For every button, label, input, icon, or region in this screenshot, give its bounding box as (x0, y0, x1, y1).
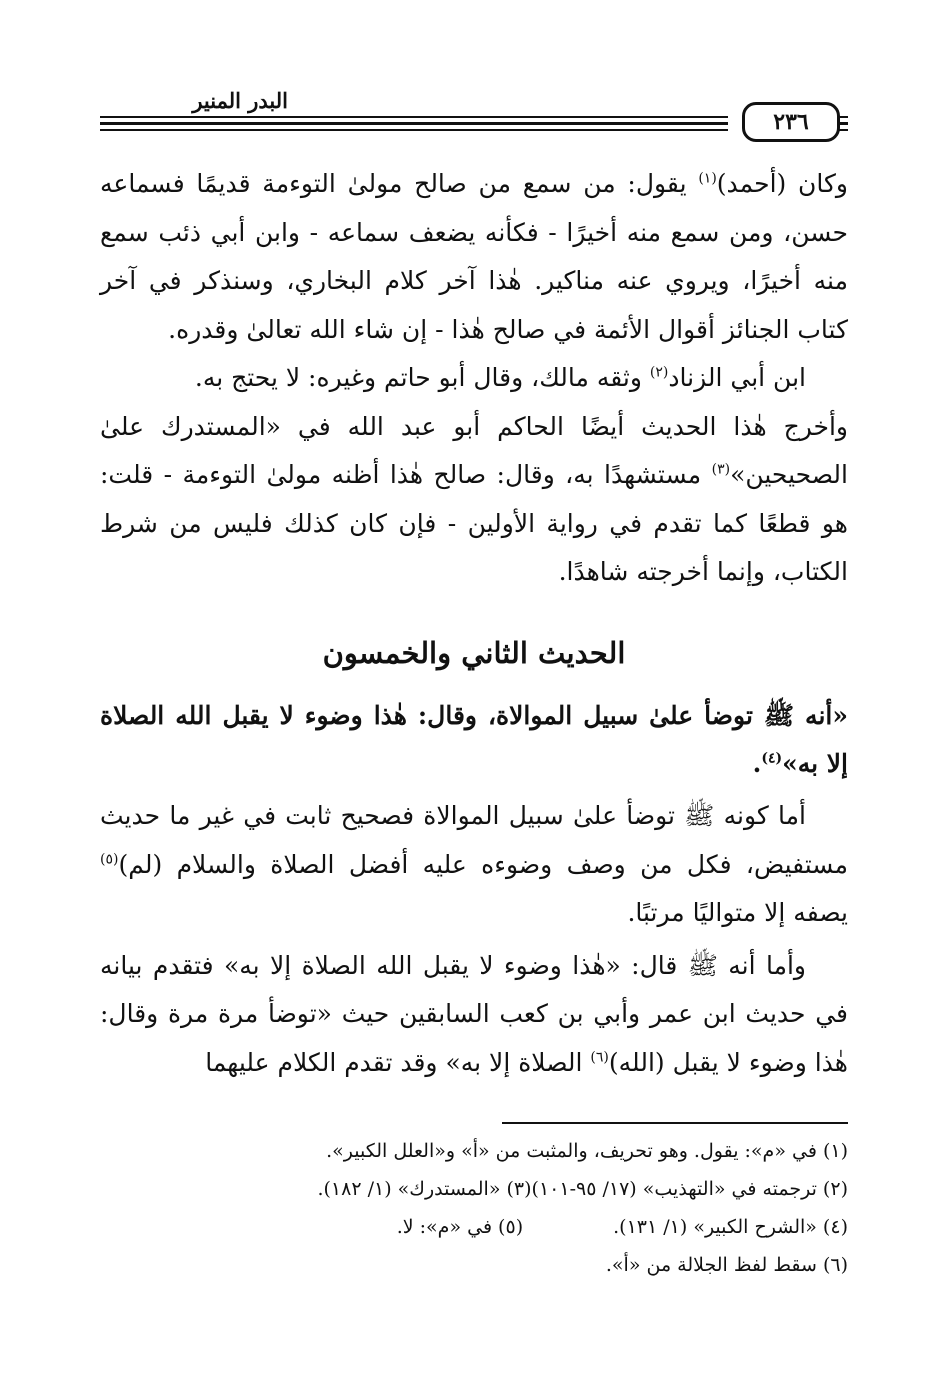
footnote: (١) في «م»: يقول. وهو تحريف، والمثبت من «أ» و«العلل الكبير». (326, 1140, 848, 1162)
hadith-text (100, 692, 848, 788)
text: وثقه مالك، وقال أبو حاتم وغيره: لا يحتج به. (194, 363, 650, 392)
page-number: ٢٣٦ (742, 102, 840, 142)
footnote: (٢) ترجمته في «التهذيب» (١٧/ ٩٥-١٠١)(٣) «المستدرك» (١/ ١٨٢). (317, 1178, 848, 1200)
footnote-ref: (٥) (100, 851, 119, 868)
paragraph (100, 942, 848, 1088)
footnote-separator (502, 1122, 848, 1124)
text: أما كونه ﷺ توضأ علىٰ سبيل الموالاة فصحيح ثابت في غير ما حديث مستفيض، فكل من وصف وضوءه عليه أفضل الصلاة والسلام (لم) (100, 801, 848, 879)
text: ابن أبي الزناد (668, 363, 806, 392)
text: وأخرج هٰذا الحديث أيضًا الحاكم أبو عبد الله في «المستدرك علىٰ الصحيحين» (100, 411, 848, 489)
book-title: البدر المنير (192, 88, 288, 113)
footnote-ref: (٣) (711, 461, 731, 478)
footnotes (100, 1132, 848, 1284)
footnote-row (100, 1208, 848, 1246)
page-header (100, 88, 848, 134)
footnote: (٦) سقط لفظ الجلالة من «أ». (605, 1254, 848, 1276)
text: . (752, 749, 762, 778)
text: وأما أنه ﷺ قال: «هٰذا وضوء لا يقبل الله الصلاة إلا به» فتقدم بيانه في حديث ابن عمر وأبي بن كعب السابقين حيث «توضأ مرة مرة وقال: هٰذا وضوء لا يقبل (الله) (100, 950, 848, 1077)
main-text (100, 160, 848, 597)
paragraph (100, 160, 848, 354)
footnote-ref: (٢) (649, 364, 669, 381)
footnote: (٥) في «م»: لا. (396, 1216, 524, 1238)
header-rule (100, 116, 728, 118)
footnote-ref: (٦) (590, 1049, 609, 1066)
footnote: (٤) «الشرح الكبير» (١/ ١٣١). (613, 1216, 848, 1238)
paragraph (100, 403, 848, 597)
text: يقول: من سمع من صالح مولىٰ التوءمة قديمًا فسماعه حسن، ومن سمع منه أخيرًا - فكأنه يضعف سماعه - وابن أبي ذئب سمع منه أخيرًا، ويروي عنه مناكير. هٰذا آخر كلام البخاري، وسنذكر في آخر كتاب الجنائز أقوال الأئمة في صالح هٰذا - إن شاء الله تعالىٰ وقدره. (100, 169, 848, 344)
footnote-ref: (٤) (761, 750, 783, 767)
commentary-text (100, 792, 848, 1091)
text: «أنه ﷺ توضأ علىٰ سبيل الموالاة، وقال: هٰذا وضوء لا يقبل الله الصلاة إلا به» (100, 701, 848, 778)
header-rule (100, 122, 728, 125)
text: يصفه إلا متواليًا مرتبًا. (627, 898, 848, 927)
header-rule (100, 129, 728, 131)
paragraph (100, 354, 848, 403)
section-title: الحديث الثاني والخمسون (322, 636, 626, 670)
paragraph (100, 792, 848, 938)
footnote-ref: (١) (698, 170, 717, 187)
text: الصلاة إلا به» وقد تقدم الكلام عليهما (205, 1047, 591, 1077)
text: مستشهدًا به، وقال: صالح هٰذا أظنه مولىٰ التوءمة - قلت: هو قطعًا كما تقدم في رواية الأولين - فإن كان كذلك فليس من شرط الكتاب، وإنما أخرجته شاهدًا. (100, 460, 848, 586)
text: وكان (أحمد) (716, 169, 848, 198)
